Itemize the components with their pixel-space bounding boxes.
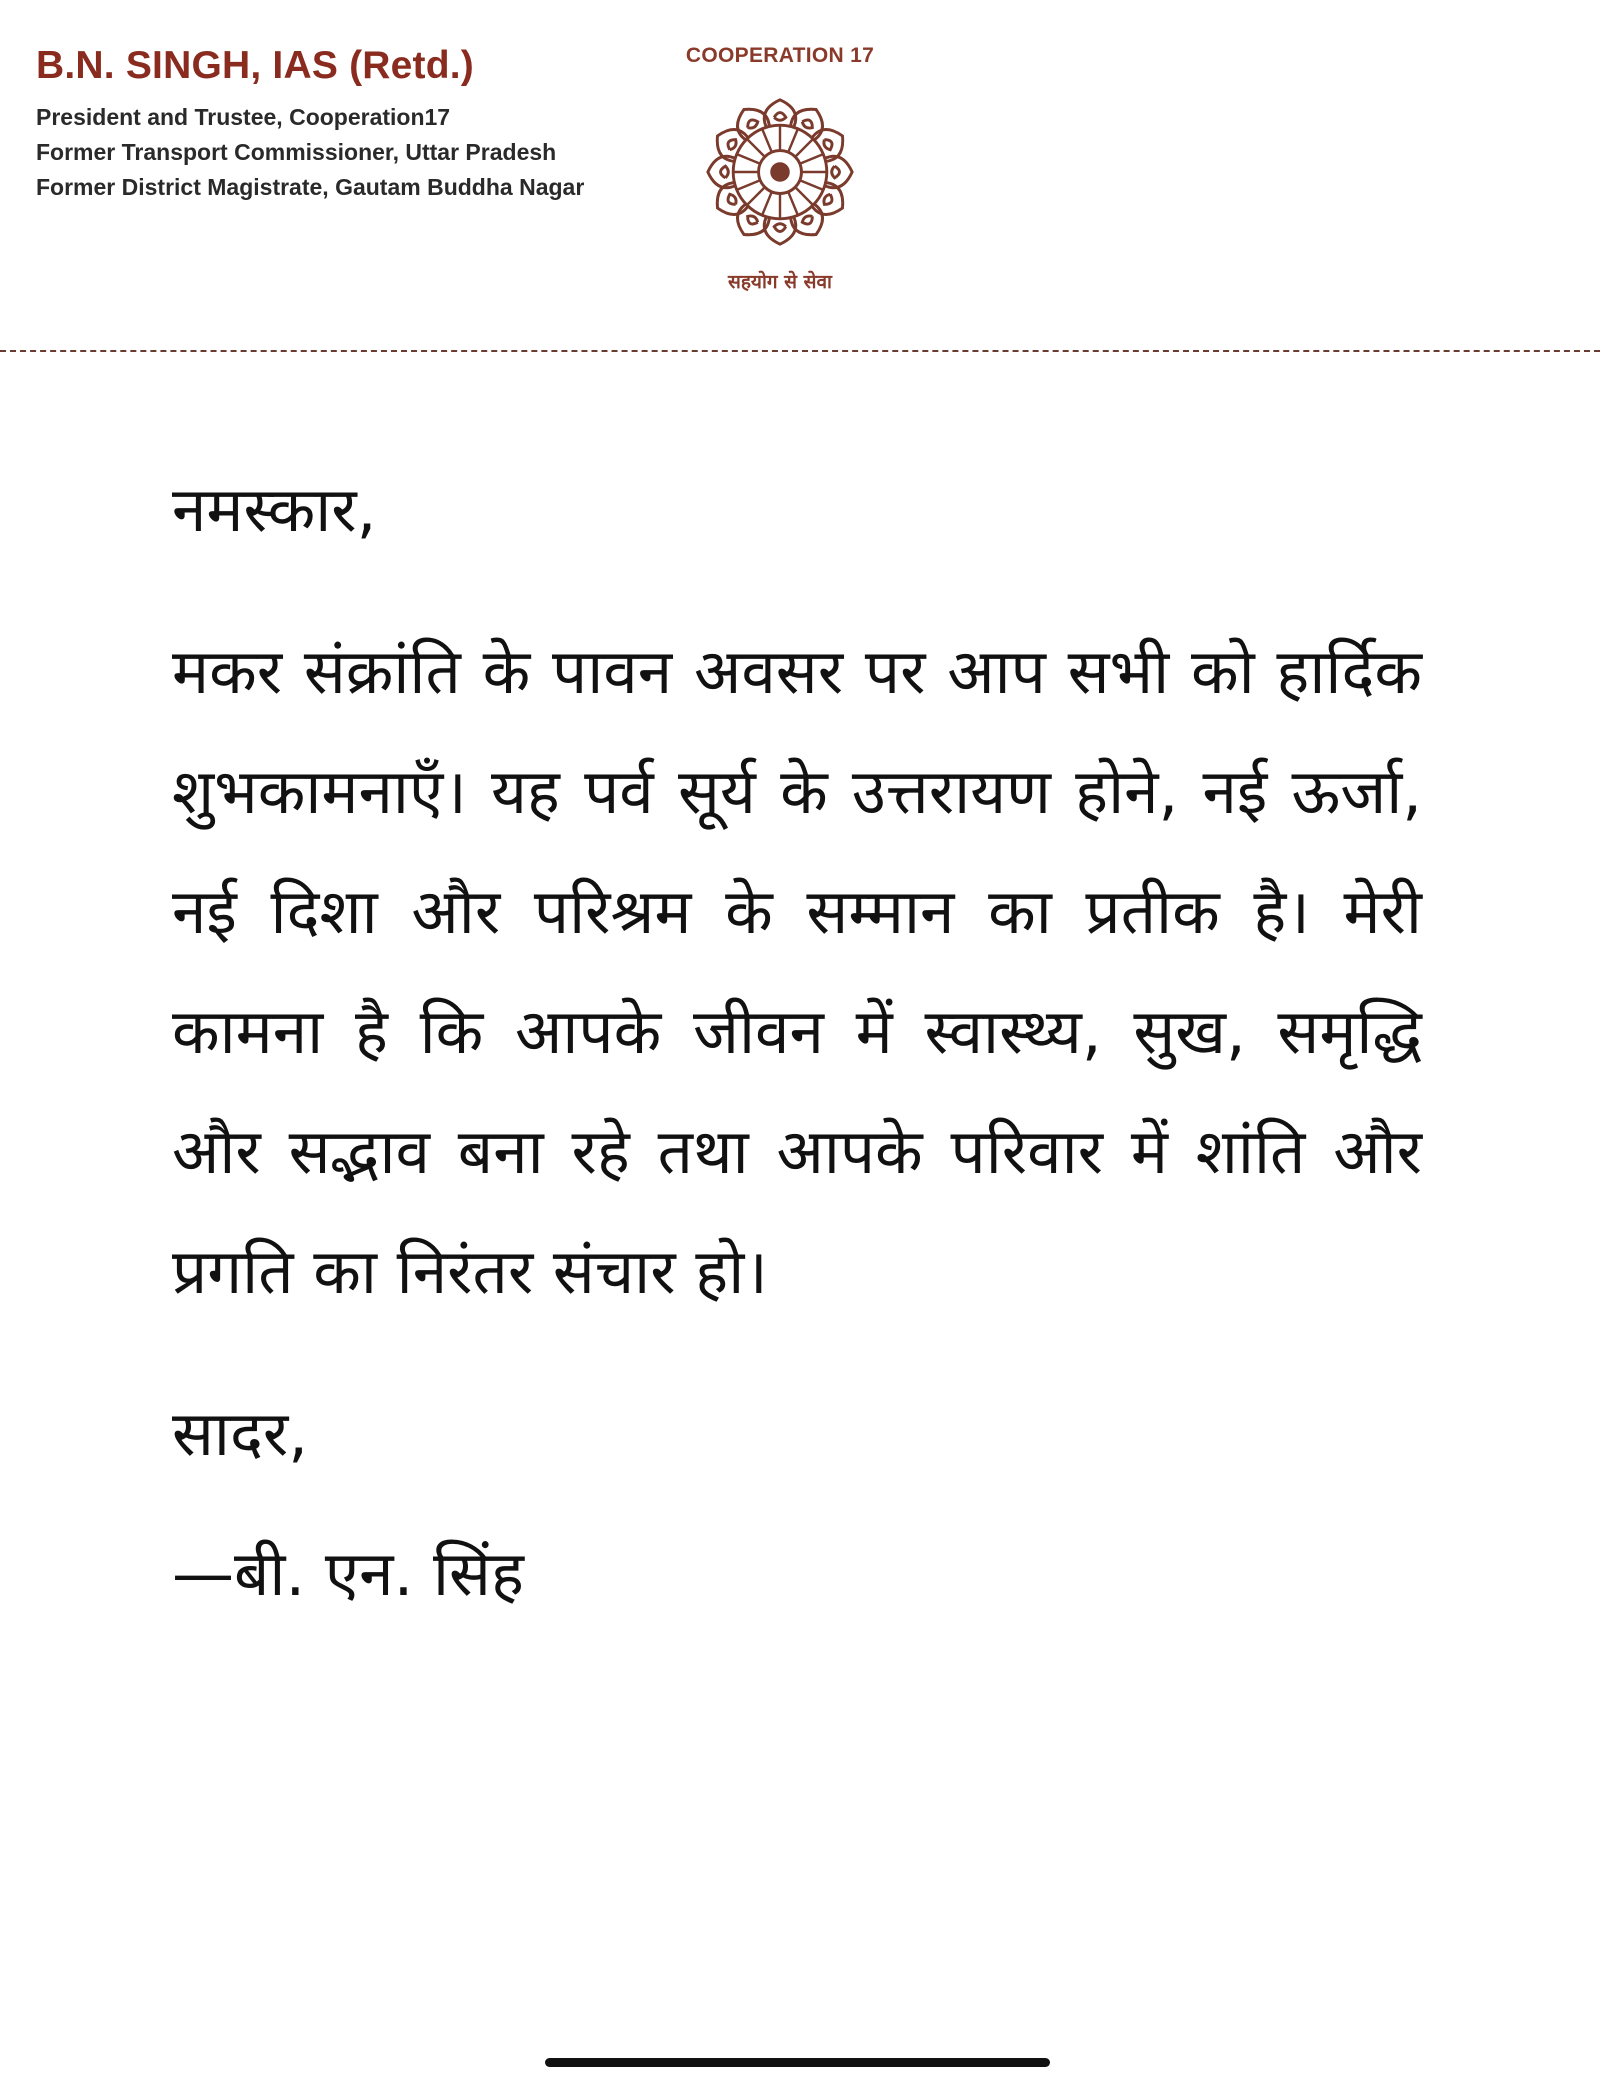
sender-designation-1: President and Trustee, Cooperation17 bbox=[36, 104, 451, 130]
letter-signature: —बी. एन. सिंह bbox=[172, 1537, 524, 1610]
letter-body bbox=[172, 470, 1422, 1614]
letter-greeting: नमस्कार, bbox=[172, 473, 377, 546]
mandala-emblem-icon bbox=[702, 94, 858, 250]
letterhead bbox=[0, 0, 1600, 350]
letterhead-divider bbox=[0, 350, 1600, 352]
sender-name: B.N. SINGH, IAS (Retd.) bbox=[36, 44, 474, 87]
letter-closing: सादर, bbox=[172, 1397, 308, 1470]
organization-name: COOPERATION 17 bbox=[685, 44, 875, 67]
sender-designation-3: Former District Magistrate, Gautam Buddha Nagar bbox=[36, 174, 585, 200]
organization-motto: सहयोग से सेवा bbox=[728, 271, 832, 293]
home-indicator[interactable] bbox=[545, 2058, 1050, 2067]
sender-designation-2: Former Transport Commissioner, Uttar Pradesh bbox=[36, 139, 557, 165]
sender-block bbox=[36, 44, 584, 205]
organization-block bbox=[670, 44, 890, 294]
letter-message: मकर संक्रांति के पावन अवसर पर आप सभी को हार्दिक शुभकामनाएँ। यह पर्व सूर्य के उत्तरायण होने, नई ऊर्जा, नई दिशा और परिश्रम के सम्मान का प्रतीक है। मेरी कामना है कि आपके जीवन में स्वास्थ्य, सुख, समृद्धि और सद्भाव बना रहे तथा आपके परिवार में शांति और प्रगति का निरंतर संचार हो। bbox=[172, 635, 1422, 1308]
